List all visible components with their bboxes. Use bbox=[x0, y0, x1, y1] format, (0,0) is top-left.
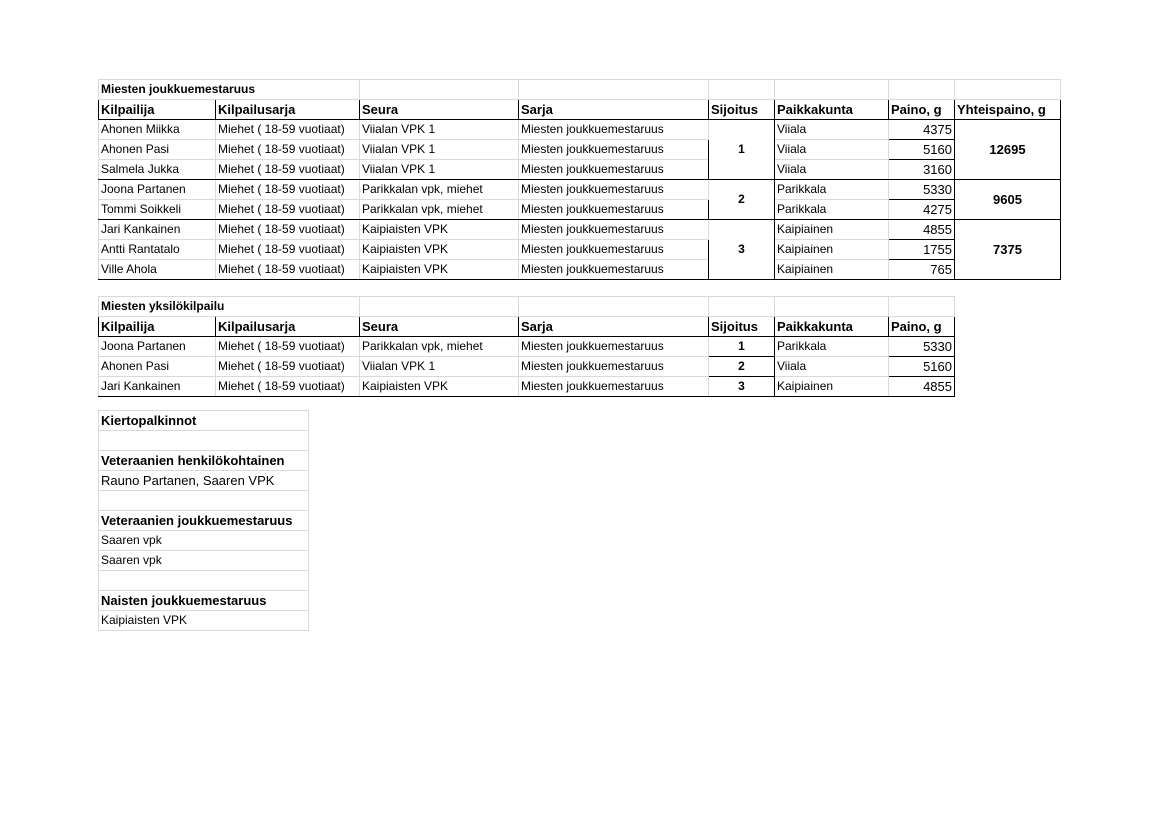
header-cell: Sarja bbox=[519, 317, 709, 337]
series-cell: Miehet ( 18-59 vuotiaat) bbox=[216, 260, 360, 280]
rank-cell: 3 bbox=[709, 220, 775, 280]
women-team-title: Naisten joukkuemestaruus bbox=[99, 591, 309, 611]
table-title-row bbox=[99, 297, 955, 317]
header-cell: Sijoitus bbox=[709, 317, 775, 337]
place-cell: Kaipiainen bbox=[775, 377, 889, 397]
club-cell: Parikkalan vpk, miehet bbox=[360, 337, 519, 357]
place-cell: Kaipiainen bbox=[775, 240, 889, 260]
rank-cell: 1 bbox=[709, 120, 775, 180]
place-cell: Parikkala bbox=[775, 200, 889, 220]
header-cell: Sijoitus bbox=[709, 100, 775, 120]
rank-cell: 2 bbox=[709, 180, 775, 220]
table-row bbox=[99, 377, 955, 397]
women-team-winner: Kaipiaisten VPK bbox=[99, 611, 309, 631]
series-cell: Miehet ( 18-59 vuotiaat) bbox=[216, 140, 360, 160]
competitor-cell: Jari Kankainen bbox=[99, 220, 216, 240]
place-cell: Parikkala bbox=[775, 337, 889, 357]
veteran-team-winner: Saaren vpk bbox=[99, 531, 309, 551]
empty-cell bbox=[99, 491, 309, 511]
club-cell: Kaipiaisten VPK bbox=[360, 260, 519, 280]
header-cell: Paino, g bbox=[889, 317, 955, 337]
veteran-team-winner: Saaren vpk bbox=[99, 551, 309, 571]
series-cell: Miehet ( 18-59 vuotiaat) bbox=[216, 337, 360, 357]
club-cell: Kaipiaisten VPK bbox=[360, 220, 519, 240]
competitor-cell: Antti Rantatalo bbox=[99, 240, 216, 260]
rank-cell: 2 bbox=[709, 357, 775, 377]
table-row bbox=[99, 220, 1061, 240]
header-cell: Paino, g bbox=[889, 100, 955, 120]
header-row bbox=[99, 317, 955, 337]
class-cell: Miesten joukkuemestaruus bbox=[519, 357, 709, 377]
competitor-cell: Ahonen Pasi bbox=[99, 357, 216, 377]
series-cell: Miehet ( 18-59 vuotiaat) bbox=[216, 200, 360, 220]
class-cell: Miesten joukkuemestaruus bbox=[519, 200, 709, 220]
header-cell: Paikkakunta bbox=[775, 317, 889, 337]
header-cell: Seura bbox=[360, 317, 519, 337]
header-cell: Kilpailija bbox=[99, 100, 216, 120]
class-cell: Miesten joukkuemestaruus bbox=[519, 260, 709, 280]
class-cell: Miesten joukkuemestaruus bbox=[519, 140, 709, 160]
weight-cell: 4275 bbox=[889, 200, 955, 220]
header-cell: Kilpailusarja bbox=[216, 100, 360, 120]
series-cell: Miehet ( 18-59 vuotiaat) bbox=[216, 160, 360, 180]
club-cell: Parikkalan vpk, miehet bbox=[360, 180, 519, 200]
team-results-table bbox=[98, 79, 1061, 280]
club-cell: Parikkalan vpk, miehet bbox=[360, 200, 519, 220]
class-cell: Miesten joukkuemestaruus bbox=[519, 240, 709, 260]
weight-cell: 3160 bbox=[889, 160, 955, 180]
competitor-cell: Jari Kankainen bbox=[99, 377, 216, 397]
place-cell: Viiala bbox=[775, 120, 889, 140]
club-cell: Viialan VPK 1 bbox=[360, 357, 519, 377]
table-row bbox=[99, 240, 1061, 260]
class-cell: Miesten joukkuemestaruus bbox=[519, 337, 709, 357]
weight-cell: 5330 bbox=[889, 337, 955, 357]
place-cell: Kaipiainen bbox=[775, 220, 889, 240]
class-cell: Miesten joukkuemestaruus bbox=[519, 220, 709, 240]
class-cell: Miesten joukkuemestaruus bbox=[519, 160, 709, 180]
table-row bbox=[99, 357, 955, 377]
empty-cell bbox=[99, 571, 309, 591]
table-row bbox=[99, 160, 1061, 180]
series-cell: Miehet ( 18-59 vuotiaat) bbox=[216, 180, 360, 200]
series-cell: Miehet ( 18-59 vuotiaat) bbox=[216, 240, 360, 260]
club-cell: Viialan VPK 1 bbox=[360, 160, 519, 180]
header-row bbox=[99, 100, 1061, 120]
weight-cell: 4375 bbox=[889, 120, 955, 140]
competitor-cell: Joona Partanen bbox=[99, 180, 216, 200]
place-cell: Parikkala bbox=[775, 180, 889, 200]
total-weight-cell: 9605 bbox=[955, 180, 1061, 220]
veteran-individual-title: Veteraanien henkilökohtainen bbox=[99, 451, 309, 471]
table-row bbox=[99, 337, 955, 357]
class-cell: Miesten joukkuemestaruus bbox=[519, 377, 709, 397]
table-row bbox=[99, 120, 1061, 140]
competitor-cell: Tommi Soikkeli bbox=[99, 200, 216, 220]
club-cell: Viialan VPK 1 bbox=[360, 140, 519, 160]
rank-cell: 3 bbox=[709, 377, 775, 397]
header-cell: Paikkakunta bbox=[775, 100, 889, 120]
trophies-table bbox=[98, 410, 309, 631]
empty-cell bbox=[99, 431, 309, 451]
individual-results-table bbox=[98, 296, 955, 397]
weight-cell: 4855 bbox=[889, 377, 955, 397]
header-cell: Yhteispaino, g bbox=[955, 100, 1061, 120]
weight-cell: 5160 bbox=[889, 140, 955, 160]
table-row bbox=[99, 140, 1061, 160]
weight-cell: 5330 bbox=[889, 180, 955, 200]
total-weight-cell: 7375 bbox=[955, 220, 1061, 280]
club-cell: Viialan VPK 1 bbox=[360, 120, 519, 140]
place-cell: Viiala bbox=[775, 160, 889, 180]
trophies-title: Kiertopalkinnot bbox=[99, 411, 309, 431]
competitor-cell: Ville Ahola bbox=[99, 260, 216, 280]
club-cell: Kaipiaisten VPK bbox=[360, 240, 519, 260]
weight-cell: 5160 bbox=[889, 357, 955, 377]
series-cell: Miehet ( 18-59 vuotiaat) bbox=[216, 120, 360, 140]
header-cell: Sarja bbox=[519, 100, 709, 120]
total-weight-cell: 12695 bbox=[955, 120, 1061, 180]
competitor-cell: Ahonen Pasi bbox=[99, 140, 216, 160]
table-row bbox=[99, 260, 1061, 280]
table-row bbox=[99, 200, 1061, 220]
competitor-cell: Joona Partanen bbox=[99, 337, 216, 357]
weight-cell: 765 bbox=[889, 260, 955, 280]
series-cell: Miehet ( 18-59 vuotiaat) bbox=[216, 220, 360, 240]
class-cell: Miesten joukkuemestaruus bbox=[519, 180, 709, 200]
veteran-individual-winner: Rauno Partanen, Saaren VPK bbox=[99, 471, 309, 491]
competitor-cell: Salmela Jukka bbox=[99, 160, 216, 180]
table-title-row bbox=[99, 80, 1061, 100]
place-cell: Viiala bbox=[775, 357, 889, 377]
header-cell: Seura bbox=[360, 100, 519, 120]
series-cell: Miehet ( 18-59 vuotiaat) bbox=[216, 357, 360, 377]
team-table-title: Miesten joukkuemestaruus bbox=[99, 80, 360, 100]
veteran-team-title: Veteraanien joukkuemestaruus bbox=[99, 511, 309, 531]
weight-cell: 1755 bbox=[889, 240, 955, 260]
class-cell: Miesten joukkuemestaruus bbox=[519, 120, 709, 140]
table-row bbox=[99, 180, 1061, 200]
individual-table-title: Miesten yksilökilpailu bbox=[99, 297, 360, 317]
competitor-cell: Ahonen Miikka bbox=[99, 120, 216, 140]
rank-cell: 1 bbox=[709, 337, 775, 357]
club-cell: Kaipiaisten VPK bbox=[360, 377, 519, 397]
place-cell: Viiala bbox=[775, 140, 889, 160]
series-cell: Miehet ( 18-59 vuotiaat) bbox=[216, 377, 360, 397]
header-cell: Kilpailija bbox=[99, 317, 216, 337]
place-cell: Kaipiainen bbox=[775, 260, 889, 280]
header-cell: Kilpailusarja bbox=[216, 317, 360, 337]
weight-cell: 4855 bbox=[889, 220, 955, 240]
